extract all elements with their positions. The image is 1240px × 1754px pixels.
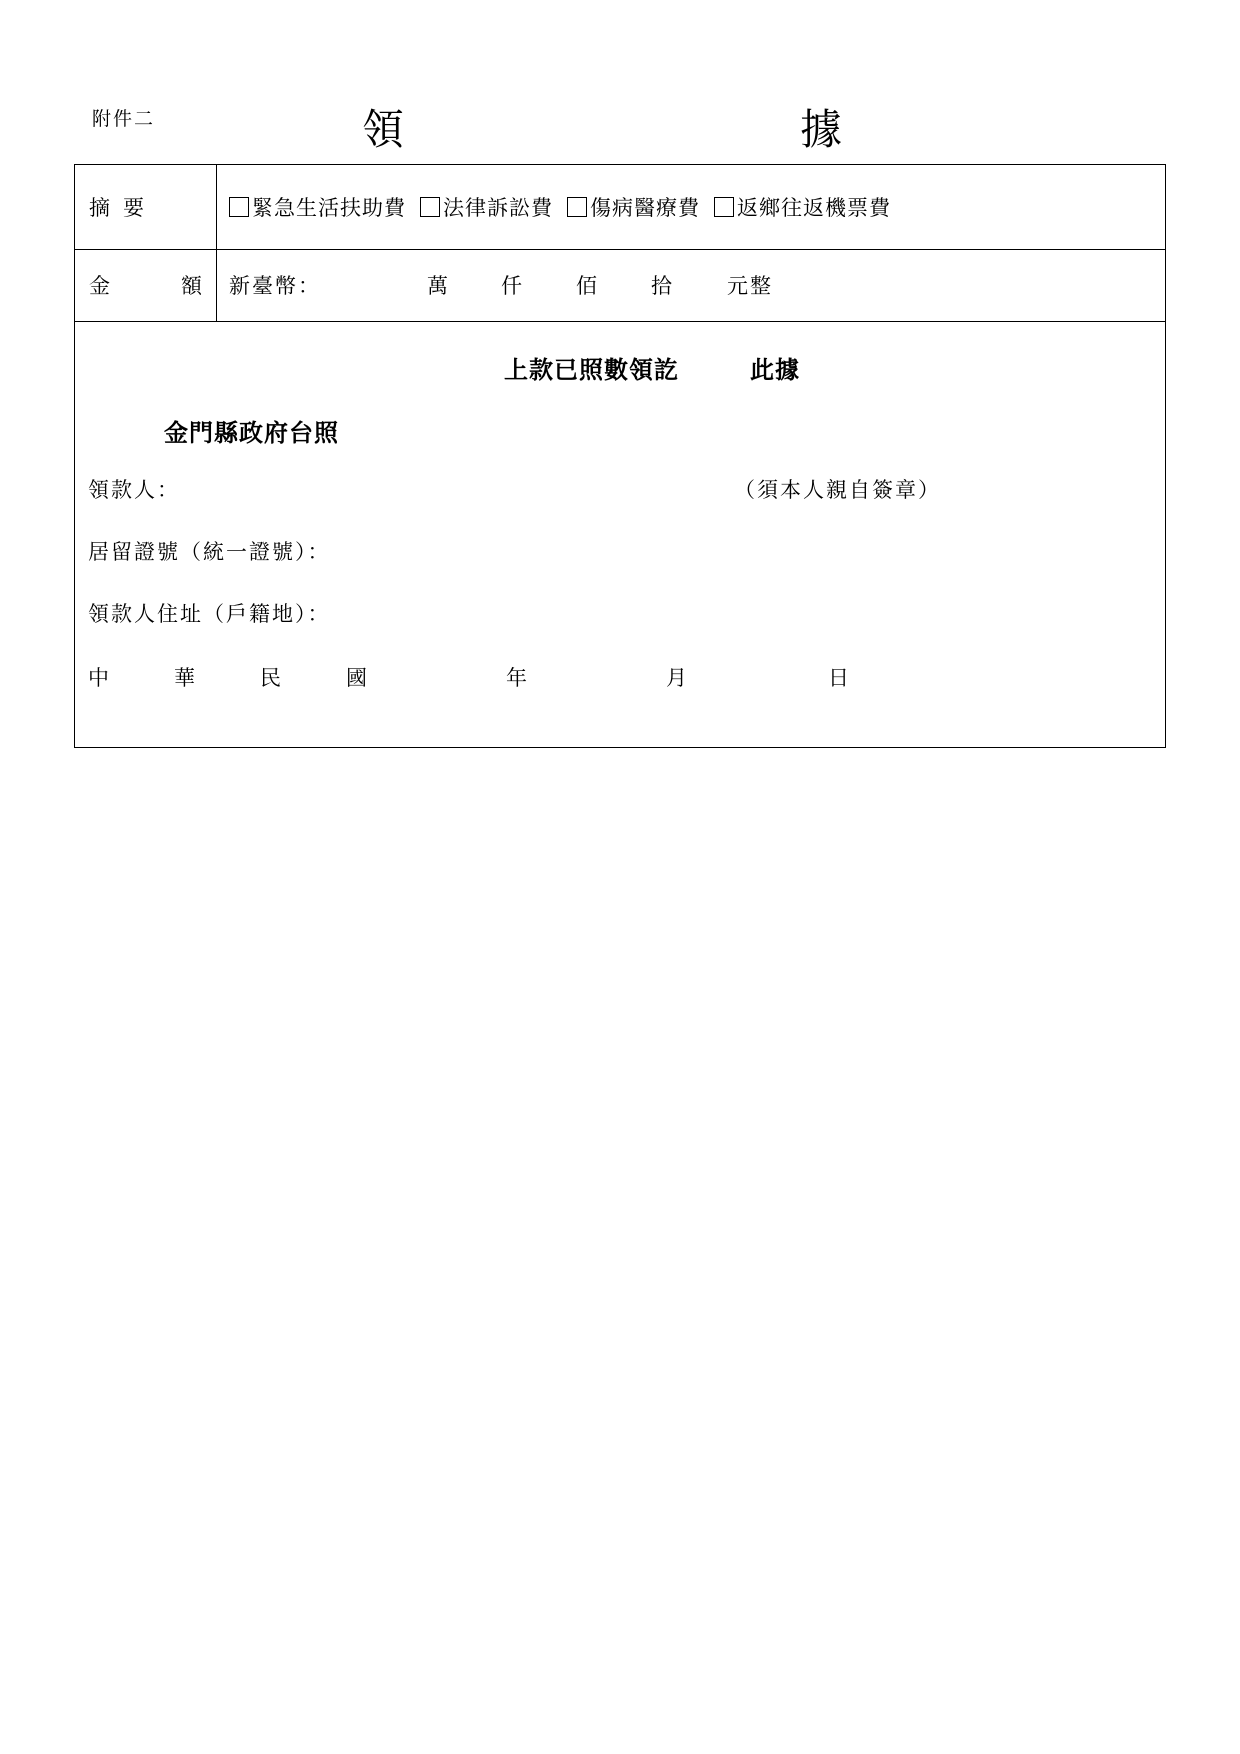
- receipt-form: [74, 164, 1166, 748]
- option-label: 緊急生活扶助費: [252, 196, 406, 220]
- currency-prefix: 新臺幣：: [229, 274, 321, 298]
- title-char-1: 領: [362, 105, 405, 154]
- date-era-char-4: 國: [346, 666, 367, 690]
- checkbox[interactable]: [567, 197, 587, 217]
- received-statement: 上款已照數領訖: [504, 356, 679, 384]
- received-statement-suffix: 此據: [750, 356, 800, 384]
- address-label: 領款人住址（戶籍地）：: [88, 602, 331, 626]
- unit-thousand: 仟: [501, 274, 524, 298]
- recipient-organization: 金門縣政府台照: [164, 419, 339, 447]
- attachment-label: 附件二: [92, 108, 156, 130]
- unit-yuan: 元整: [727, 274, 773, 298]
- unit-ten: 拾: [651, 274, 674, 298]
- summary-label-char-2: 要: [123, 196, 144, 220]
- residence-id-label: 居留證號（統一證號）：: [88, 540, 331, 564]
- option-emergency-living[interactable]: [229, 192, 406, 222]
- option-label: 傷病醫療費: [590, 196, 700, 220]
- amount-row: [75, 249, 1165, 322]
- amount-label-cell: [75, 249, 217, 321]
- date-year: 年: [506, 666, 527, 690]
- option-label: 法律訴訟費: [443, 196, 553, 220]
- checkbox[interactable]: [229, 197, 249, 217]
- date-day: 日: [828, 666, 849, 690]
- option-airfare[interactable]: [714, 192, 891, 222]
- unit-hundred: 佰: [576, 274, 599, 298]
- checkbox[interactable]: [714, 197, 734, 217]
- summary-options: [229, 192, 905, 222]
- unit-ten-thousand: 萬: [427, 274, 450, 298]
- date-era-char-2: 華: [174, 666, 195, 690]
- checkbox[interactable]: [420, 197, 440, 217]
- summary-row: [75, 165, 1165, 250]
- payee-label: 領款人：: [88, 478, 180, 502]
- date-era-char-3: 民: [260, 666, 281, 690]
- option-label: 返鄉往返機票費: [737, 196, 891, 220]
- title-char-2: 據: [800, 105, 843, 154]
- amount-label-char-1: 金: [89, 274, 110, 298]
- signature-note: （須本人親自簽章）: [734, 478, 941, 502]
- date-month: 月: [666, 666, 687, 690]
- option-medical[interactable]: [567, 192, 700, 222]
- summary-label-cell: [75, 165, 217, 249]
- option-legal-fees[interactable]: [420, 192, 553, 222]
- summary-label-char-1: 摘: [89, 196, 110, 220]
- amount-label-char-2: 額: [181, 274, 202, 298]
- date-era-char-1: 中: [88, 666, 109, 690]
